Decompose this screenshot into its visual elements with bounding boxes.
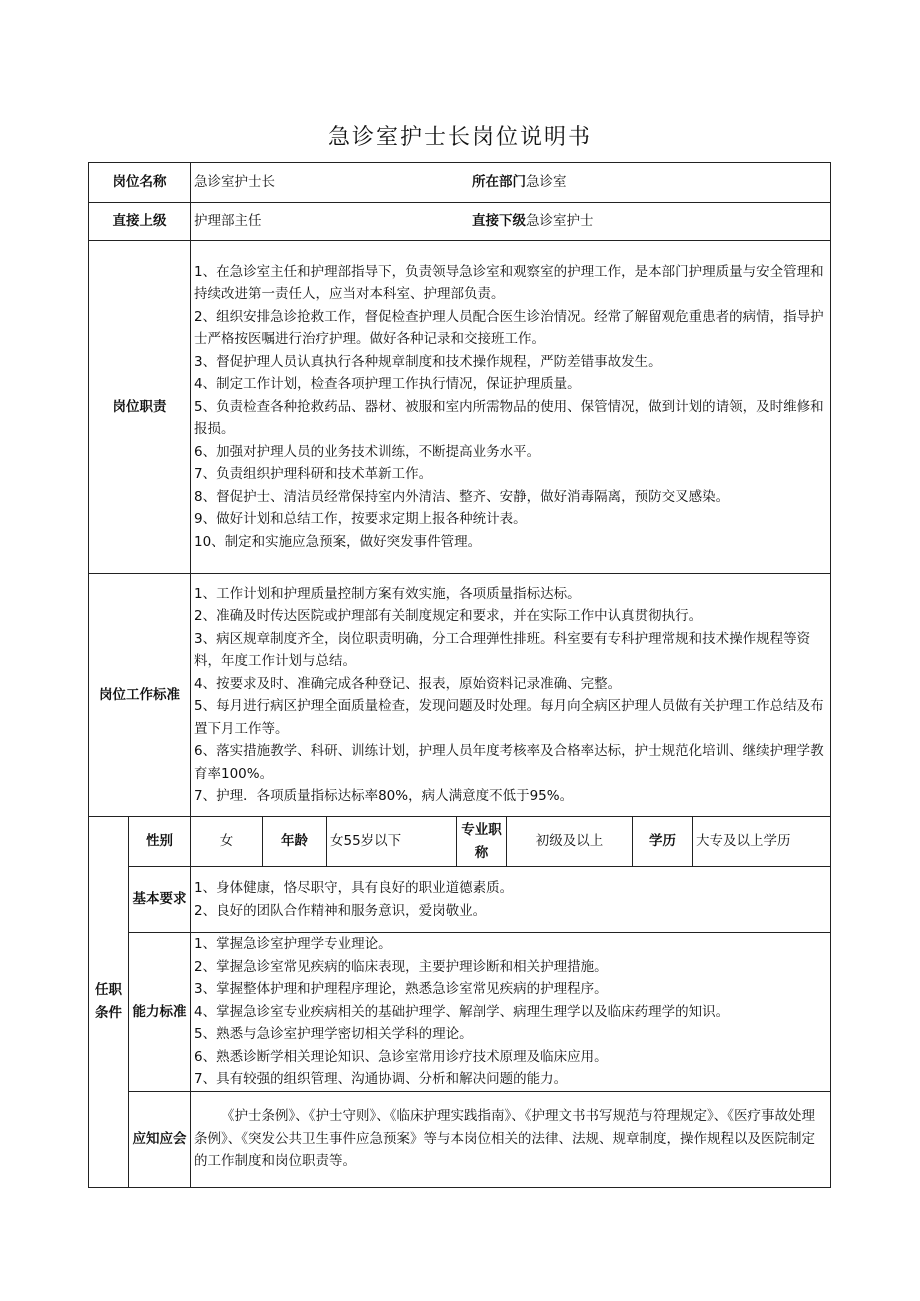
standard-item: 2、准确及时传达医院或护理部有关制度规定和要求，并在实际工作中认真贯彻执行。 [194, 608, 703, 624]
ability-row [89, 933, 831, 1092]
standard-item: 3、病区规章制度齐全，岗位职责明确，分工合理弹性排班。科室要有专科护理常规和技术操作规程等资料，年度工作计划与总结。 [194, 630, 811, 669]
ability-item: 1、掌握急诊室护理学专业理论。 [194, 936, 392, 952]
knowledge-row [89, 1091, 831, 1187]
duty-item: 2、组织安排急诊抢救工作，督促检查护理人员配合医生诊治情况。经常了解留观危重患者的病情，指导护士严格按医嘱进行治疗护理。做好各种记录和交接班工作。 [194, 308, 824, 348]
subordinate-label: 直接下级 [472, 213, 526, 230]
standards-label: 岗位工作标准 [89, 574, 191, 817]
duties-list [191, 241, 831, 574]
position-cell [191, 163, 831, 203]
standards-row [89, 574, 831, 817]
age-value: 女55岁以下 [327, 817, 457, 867]
ability-item: 7、具有较强的组织管理、沟通协调、分析和解决问题的能力。 [194, 1071, 568, 1087]
knowledge-text: 《护士条例》、《护士守则》、《临床护理实践指南》、《护理文书书写规范与符理规定》、《医疗事故处理条例》、《突发公共卫生事件应急预案》等与本岗位相关的法律、法规、规章制度，操作规程以及医院制定的工作制度和岗位职责等。 [191, 1091, 831, 1187]
standard-item: 7、护理．各项质量指标达标率80%，病人满意度不低于95%。 [194, 788, 574, 804]
standard-item: 1、工作计划和护理质量控制方案有效实施，各项质量指标达标。 [194, 585, 581, 602]
position-value: 急诊室护士长 [194, 174, 275, 191]
dept-label: 所在部门 [472, 174, 526, 191]
ability-item: 3、掌握整体护理和护理程序理论，熟悉急诊室常见疾病的护理程序。 [194, 981, 608, 997]
job-description-table [88, 162, 831, 1188]
duty-item: 10、制定和实施应急预案，做好突发事件管理。 [194, 533, 482, 550]
duties-row [89, 241, 831, 574]
basic-requirements-list [191, 867, 831, 933]
ability-item: 2、掌握急诊室常见疾病的临床表现，主要护理诊断和相关护理措施。 [194, 958, 608, 975]
education-value: 大专及以上学历 [693, 817, 831, 867]
basic-requirement-item: 1、身体健康，恪尽职守，具有良好的职业道德素质。 [194, 880, 514, 896]
basic-requirement-item: 2、良好的团队合作精神和服务意识，爱岗敬业。 [194, 902, 487, 919]
standard-item: 4、按要求及时、准确完成各种登记、报表，原始资料记录准确、完整。 [194, 675, 622, 692]
title-label: 专业职称 [457, 817, 507, 867]
duty-item: 1、在急诊室主任和护理部指导下，负责领导急诊室和观察室的护理工作，是本部门护理质量与安全管理和持续改进第一责任人，应当对本科室、护理部负责。 [194, 263, 824, 303]
standard-item: 6、落实措施教学、科研、训练计划，护理人员年度考核率及合格率达标，护士规范化培训、继续护理学教育率100%。 [194, 743, 824, 782]
knowledge-label: 应知应会 [129, 1091, 191, 1187]
ability-item: 4、掌握急诊室专业疾病相关的基础护理学、解剖学、病理生理学以及临床药理学的知识。 [194, 1003, 730, 1020]
duty-item: 6、加强对护理人员的业务技术训练，不断提高业务水平。 [194, 443, 541, 460]
education-label: 学历 [633, 817, 693, 867]
standards-list [191, 574, 831, 817]
duty-item: 7、负责组织护理科研和技术革新工作。 [194, 466, 433, 483]
title-value: 初级及以上 [507, 817, 633, 867]
superior-row [89, 203, 831, 241]
superior-cell [191, 203, 831, 241]
position-row [89, 163, 831, 203]
duty-item: 5、负责检查各种抢救药品、器材、被服和室内所需物品的使用、保管情况，做到计划的请领，及时维修和报损。 [194, 398, 824, 438]
basic-info-row [89, 817, 831, 867]
position-label: 岗位名称 [89, 163, 191, 203]
basic-requirements-row [89, 867, 831, 933]
gender-value: 女 [191, 817, 263, 867]
dept-value: 急诊室 [526, 174, 567, 191]
ability-item: 5、熟悉与急诊室护理学密切相关学科的理论。 [194, 1026, 473, 1042]
superior-label: 直接上级 [89, 203, 191, 241]
superior-value: 护理部主任 [194, 213, 262, 230]
gender-label: 性别 [129, 817, 191, 867]
subordinate-value: 急诊室护士 [526, 213, 594, 230]
age-label: 年龄 [263, 817, 327, 867]
duty-item: 4、制定工作计划，检查各项护理工作执行情况，保证护理质量。 [194, 376, 581, 393]
page-title: 急诊室护士长岗位说明书 [327, 125, 592, 150]
basic-requirements-label: 基本要求 [129, 867, 191, 933]
qualifications-label: 任职条件 [89, 817, 129, 1188]
duty-item: 3、督促护理人员认真执行各种规章制度和技术操作规程，严防差错事故发生。 [194, 353, 662, 370]
duties-label: 岗位职责 [89, 241, 191, 574]
standard-item: 5、每月进行病区护理全面质量检查，发现问题及时处理。每月向全病区护理人员做有关护理工作总结及布置下月工作等。 [194, 698, 824, 737]
ability-label: 能力标准 [129, 933, 191, 1092]
ability-list [191, 933, 831, 1092]
duty-item: 8、督促护士、清洁员经常保持室内外清洁、整齐、安静，做好消毒隔离，预防交叉感染。 [194, 488, 730, 505]
ability-item: 6、熟悉诊断学相关理论知识、急诊室常用诊疗技术原理及临床应用。 [194, 1048, 608, 1065]
duty-item: 9、做好计划和总结工作，按要求定期上报各种统计表。 [194, 511, 527, 528]
